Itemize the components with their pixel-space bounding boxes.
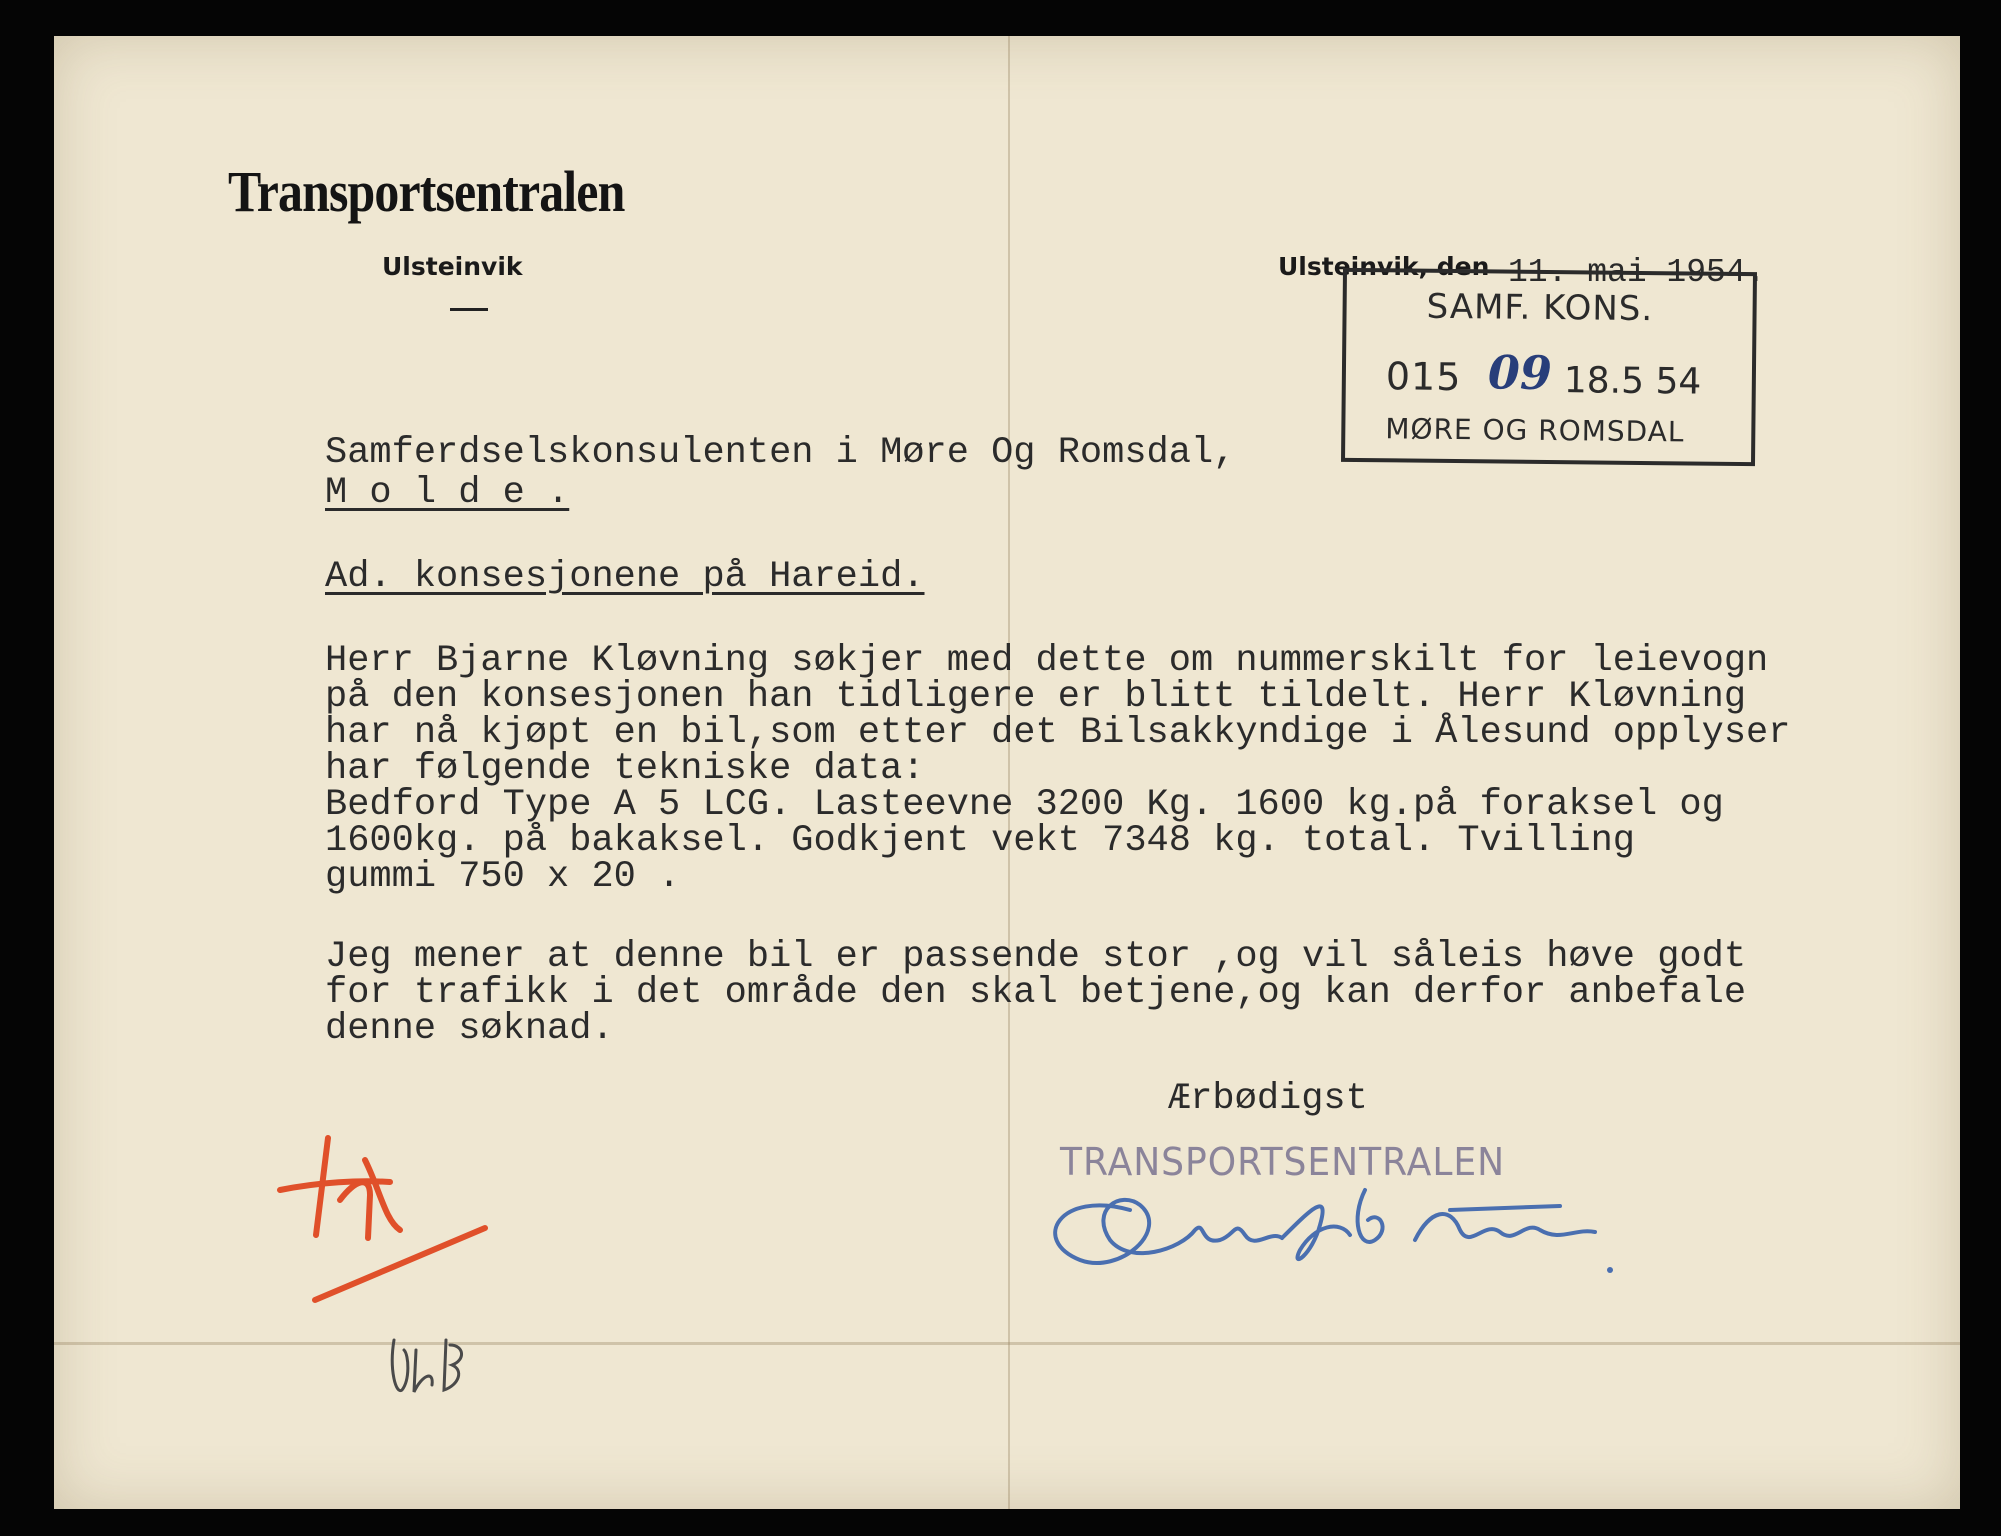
stamp-handwritten-number: 09 xyxy=(1487,345,1553,401)
body-line: gummi 750 x 20 . xyxy=(325,856,681,898)
stamp-title: SAMF. KONS. xyxy=(1426,286,1654,330)
body-line: Herr Bjarne Kløvning søkjer med dette om nummerskilt for leievogn xyxy=(325,640,1769,682)
body-line: har nå kjøpt en bil,som etter det Bilsakkyndige i Ålesund opplyser xyxy=(325,712,1791,754)
recipient-line-2: M o l d e . xyxy=(325,472,570,514)
body-line: Jeg mener at denne bil er passende stor ,og vil såleis høve godt xyxy=(325,936,1747,978)
body-line: på den konsesjonen han tidligere er blitt tildelt. Herr Kløvning xyxy=(325,676,1747,718)
stamp-date: 18.5 54 xyxy=(1563,360,1702,403)
handwritten-signature xyxy=(1020,1150,1620,1290)
received-stamp xyxy=(1341,268,1757,466)
red-crayon-mark xyxy=(270,1120,500,1340)
stamp-region: MØRE OG ROMSDAL xyxy=(1385,412,1685,449)
fold-line-vertical xyxy=(1008,36,1010,1509)
fold-line-horizontal xyxy=(54,1342,1960,1345)
body-line: Bedford Type A 5 LCG. Lasteevne 3200 Kg. 1600 kg.på foraksel og xyxy=(325,784,1724,826)
pencil-initials xyxy=(384,1320,504,1400)
date-label: Ulsteinvik, den xyxy=(1278,252,1490,281)
subject-line: Ad. konsesjonene på Hareid. xyxy=(325,556,925,598)
recipient-line-1: Samferdselskonsulenten i Møre Og Romsdal, xyxy=(325,432,1236,474)
letterhead-divider xyxy=(450,308,488,311)
body-line: denne søknad. xyxy=(325,1008,614,1050)
firm-stamp: TRANSPORTSENTRALEN xyxy=(1060,1140,1506,1184)
date-value: 11. mai 1954. xyxy=(1508,254,1766,291)
stamp-number: 015 xyxy=(1385,354,1462,400)
letterhead-town: Ulsteinvik xyxy=(382,252,523,281)
body-line: 1600kg. på bakaksel. Godkjent vekt 7348 kg. total. Tvilling xyxy=(325,820,1636,862)
letterhead-company: Transportsentralen xyxy=(228,159,625,224)
body-line: har følgende tekniske data: xyxy=(325,748,925,790)
closing-salutation: Ærbødigst xyxy=(1168,1078,1368,1120)
body-line: for trafikk i det område den skal betjene,og kan derfor anbefale xyxy=(325,972,1747,1014)
